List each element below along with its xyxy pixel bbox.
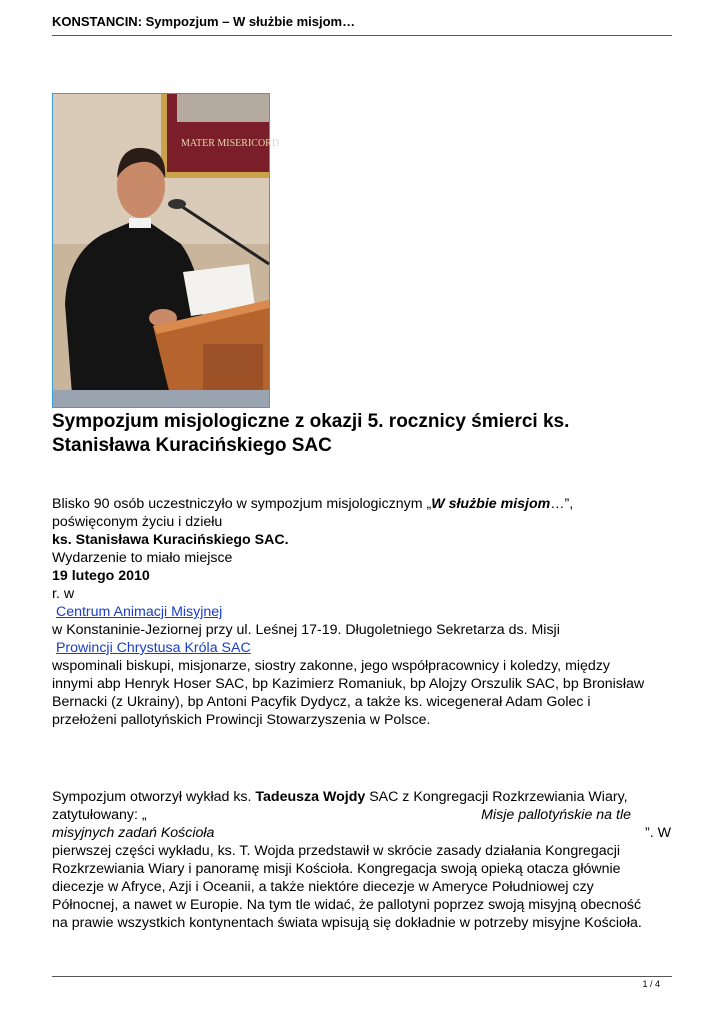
text-line: innymi abp Henryk Hoser SAC, bp Kazimierz Romaniuk, bp Alojzy Orszulik SAC, bp Bronisław bbox=[52, 676, 645, 692]
priest-at-lectern-image bbox=[53, 94, 280, 407]
paragraph-lecture bbox=[52, 788, 677, 932]
text-line bbox=[52, 824, 677, 842]
link-prowincji[interactable]: Prowincji Chrystusa Króla SAC bbox=[55, 640, 251, 656]
text-line-bold bbox=[52, 567, 677, 585]
text-line: na prawie wszystkich kontynentach świata wpisują się dokładnie w potrzeby misyjne Kościoła. bbox=[52, 915, 642, 931]
header-divider bbox=[52, 35, 672, 36]
text-segment: SAC z Kongregacji Rozkrzewiania Wiary, bbox=[365, 789, 628, 805]
text-line: poświęconym życiu i dziełu bbox=[52, 514, 223, 530]
text-line: Północnej, a nawet w Europie. Na tym tle widać, że pallotyni poprzez swoją misyjną obecność bbox=[52, 897, 642, 913]
text-line: Wydarzenie to miało miejsce bbox=[52, 550, 233, 566]
text-segment: ”. W bbox=[645, 825, 671, 841]
paragraph-intro bbox=[52, 495, 677, 729]
text-line: diecezje w Afryce, Azji i Oceanii, a także niektóre diecezje w Ameryce Południowej czy bbox=[52, 879, 594, 895]
bold-date: 19 lutego 2010 bbox=[52, 568, 150, 584]
page-number: 1 / 4 bbox=[642, 979, 660, 989]
text-line bbox=[52, 806, 677, 824]
text-line: wspominali biskupi, misjonarze, siostry zakonne, jego współpracownicy i koledzy, między bbox=[52, 658, 611, 674]
plaque-text: MATER MISERICORD bbox=[181, 138, 280, 149]
text-line: w Konstaninie-Jeziornej przy ul. Leśnej 17-19. Długoletniego Sekretarza ds. Misji bbox=[52, 622, 560, 638]
lecture-title-part: Misje pallotyńskie na tle bbox=[481, 807, 631, 823]
title-line: Sympozjum misjologiczne z okazji 5. rocznicy śmierci ks. bbox=[52, 411, 570, 432]
link-centrum-animacji[interactable]: Centrum Animacji Misyjnej bbox=[55, 604, 223, 620]
text-line: Bernacki (z Ukrainy), bp Antoni Pacyfik Dydycz, a także ks. wicegenerał Adam Golec i bbox=[52, 694, 591, 710]
article-title bbox=[52, 410, 672, 458]
lecture-title-part: misyjnych zadań Kościoła bbox=[52, 825, 215, 841]
text-line bbox=[52, 603, 677, 621]
text-segment: zatytułowany: „ bbox=[52, 807, 147, 823]
text-line: Rozkrzewiania Wiary i panoramę misji Kościoła. Kongregacja swoją opieką otacza głównie bbox=[52, 861, 621, 877]
article-photo bbox=[52, 93, 280, 408]
text-line bbox=[52, 639, 677, 657]
footer-divider bbox=[52, 976, 672, 977]
text-segment: …”, bbox=[550, 496, 574, 512]
emphasis-title: W służbie misjom bbox=[431, 496, 551, 512]
text-line-bold bbox=[52, 531, 677, 549]
text-line bbox=[52, 788, 677, 806]
bold-name: ks. Stanisława Kuracińskiego SAC. bbox=[52, 532, 289, 548]
text-line: pierwszej części wykładu, ks. T. Wojda przedstawił w skrócie zasady działania Kongregacji bbox=[52, 843, 621, 859]
bold-name: Tadeusza Wojdy bbox=[255, 789, 366, 805]
text-line bbox=[52, 495, 677, 513]
text-line: r. w bbox=[52, 586, 75, 602]
text-segment: Blisko 90 osób uczestniczyło w sympozjum misjologicznym „ bbox=[52, 496, 432, 512]
text-segment: Sympozjum otworzył wykład ks. bbox=[52, 789, 256, 805]
text-line: przełożeni pallotyńskich Prowincji Stowarzyszenia w Polsce. bbox=[52, 712, 431, 728]
title-line: Stanisława Kuracińskiego SAC bbox=[52, 435, 332, 456]
page-header-title: KONSTANCIN: Sympozjum – W służbie misjom… bbox=[52, 14, 356, 29]
